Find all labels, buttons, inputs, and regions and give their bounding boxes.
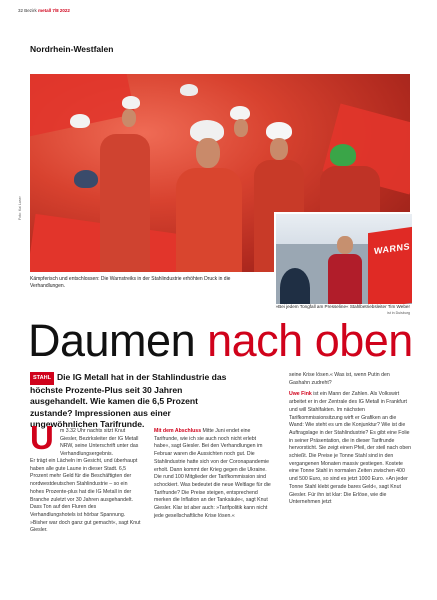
page-header [18, 8, 70, 13]
body-column-1-top: m 3.32 Uhr nachts sitzt Knut Giesler, Bezirksleiter der IG Metall NRW, seine Unterschrift unter das Verhandlungsergebnis. [60, 428, 139, 458]
body-column-1: Er trägt ein Lächeln im Gesicht, und überhaupt haben alle gute Laune in dieser Stadt. 6,5 Prozent mehr Geld für die Beschäftigten der nordwestdeutschen Stahlindustrie – so ein hohes Prozente-plus hat die IG Metall in der Branche zuletzt vor 30 Jahren ausgehandelt. Dass Ton auf den Fluren des Verhandlungshotels ist hörbar Spannung. »Bisher war doch ganz gut gemacht«, sagt Knut Giesler. [30, 458, 141, 534]
lead-paragraph: STAHL Die IG Metall hat in der Stahlindustrie das höchste Prozente-Plus seit 30 Jahren ausgehandelt. Wie kamen die 6,5 Prozent zustande? Impressionen aus einer ungewöhnlichen Tarifrunde. [30, 372, 227, 429]
topic-tag: STAHL [30, 372, 54, 385]
strike-banner: WARNS [368, 227, 412, 306]
page-number: 32 [18, 8, 24, 13]
speaker-photo [274, 212, 414, 306]
body-column-3: seine Krise lösen.« Was ist, wenn Putin den Gashahn zudreht? Uwe Fink ist ein Mann der Zahlen. Als Volkswirt arbeitet er in der Zentrale des IG Metall in Frankfurt und will Stahlfakten. Im nächsten Tarifkommissionsitzung wirft er Grafiken an die Wand: Wie steht es um die Konjunktur? Wie ist die Auftragslage in der Stahlindustrie? Es gibt eine Folie in seiner Präsentation, die in dieser Tarifrunde hervorsticht. Sie zeigt einen Pfeil, der steil nach oben schießt. Die Preise je Tonne Stahl sind in den vergangenen Monaten massiv gestiegen. Kostete eine Tonne Stahl in normalen Zeiten zwischen 400 und 500 Euro, so sind es jetzt 1000 Euro. »An jeder Tonne Stahl klebt gerade bares Geld«, sagt Knut Giesler. Für ihn ist klar: Die Erlöse, wie die Unternehmen jetzt [289, 372, 411, 506]
section-title: Nordrhein-Westfalen [30, 44, 114, 54]
drop-cap: U [30, 419, 54, 456]
headline-red: nach oben [207, 315, 413, 366]
header-left: Bezirk [24, 8, 37, 13]
photo-credit: Foto: Kai Laser [18, 196, 22, 220]
inset-caption: »Bei jedem Tongfall am Presseline« Stahlbetriebsleiter Tim Weber ist in Duisburg [275, 304, 410, 316]
headline [28, 316, 413, 366]
photo-caption: Kämpferisch und entschlossen: Die Warnstreiks in der Stahlindustrie erhöhten Druck in die Verhandlungen. [30, 276, 231, 289]
headline-black: Daumen [28, 315, 196, 366]
magazine-issue: metall 7/8 2022 [38, 8, 70, 13]
body-column-2: Mit dem Abschluss Mitte Juni endet eine Tarifrunde, wie ich sie auch noch nicht erlebt habe«, sagt Giesler. Bei den Verhandlungen im Februar waren die Aussichten noch gut. Die Stahlindustrie hatte sich von der Coronapandemie erholt. Dann kommt der Krieg gegen die Ukraine. Die rund 100 Mitglieder der Tarifkommission sind schockiert. Was bedeutet die neue Weltlage für die Tarifrunde? Die Preise steigen, entsprechend merken die Inflation an der Tanksäule«, sagt Knut Giesler. Klar ist aber auch: »Tarifpolitik kann nicht jede gesellschaftliche Krise lösen.« [154, 428, 271, 519]
